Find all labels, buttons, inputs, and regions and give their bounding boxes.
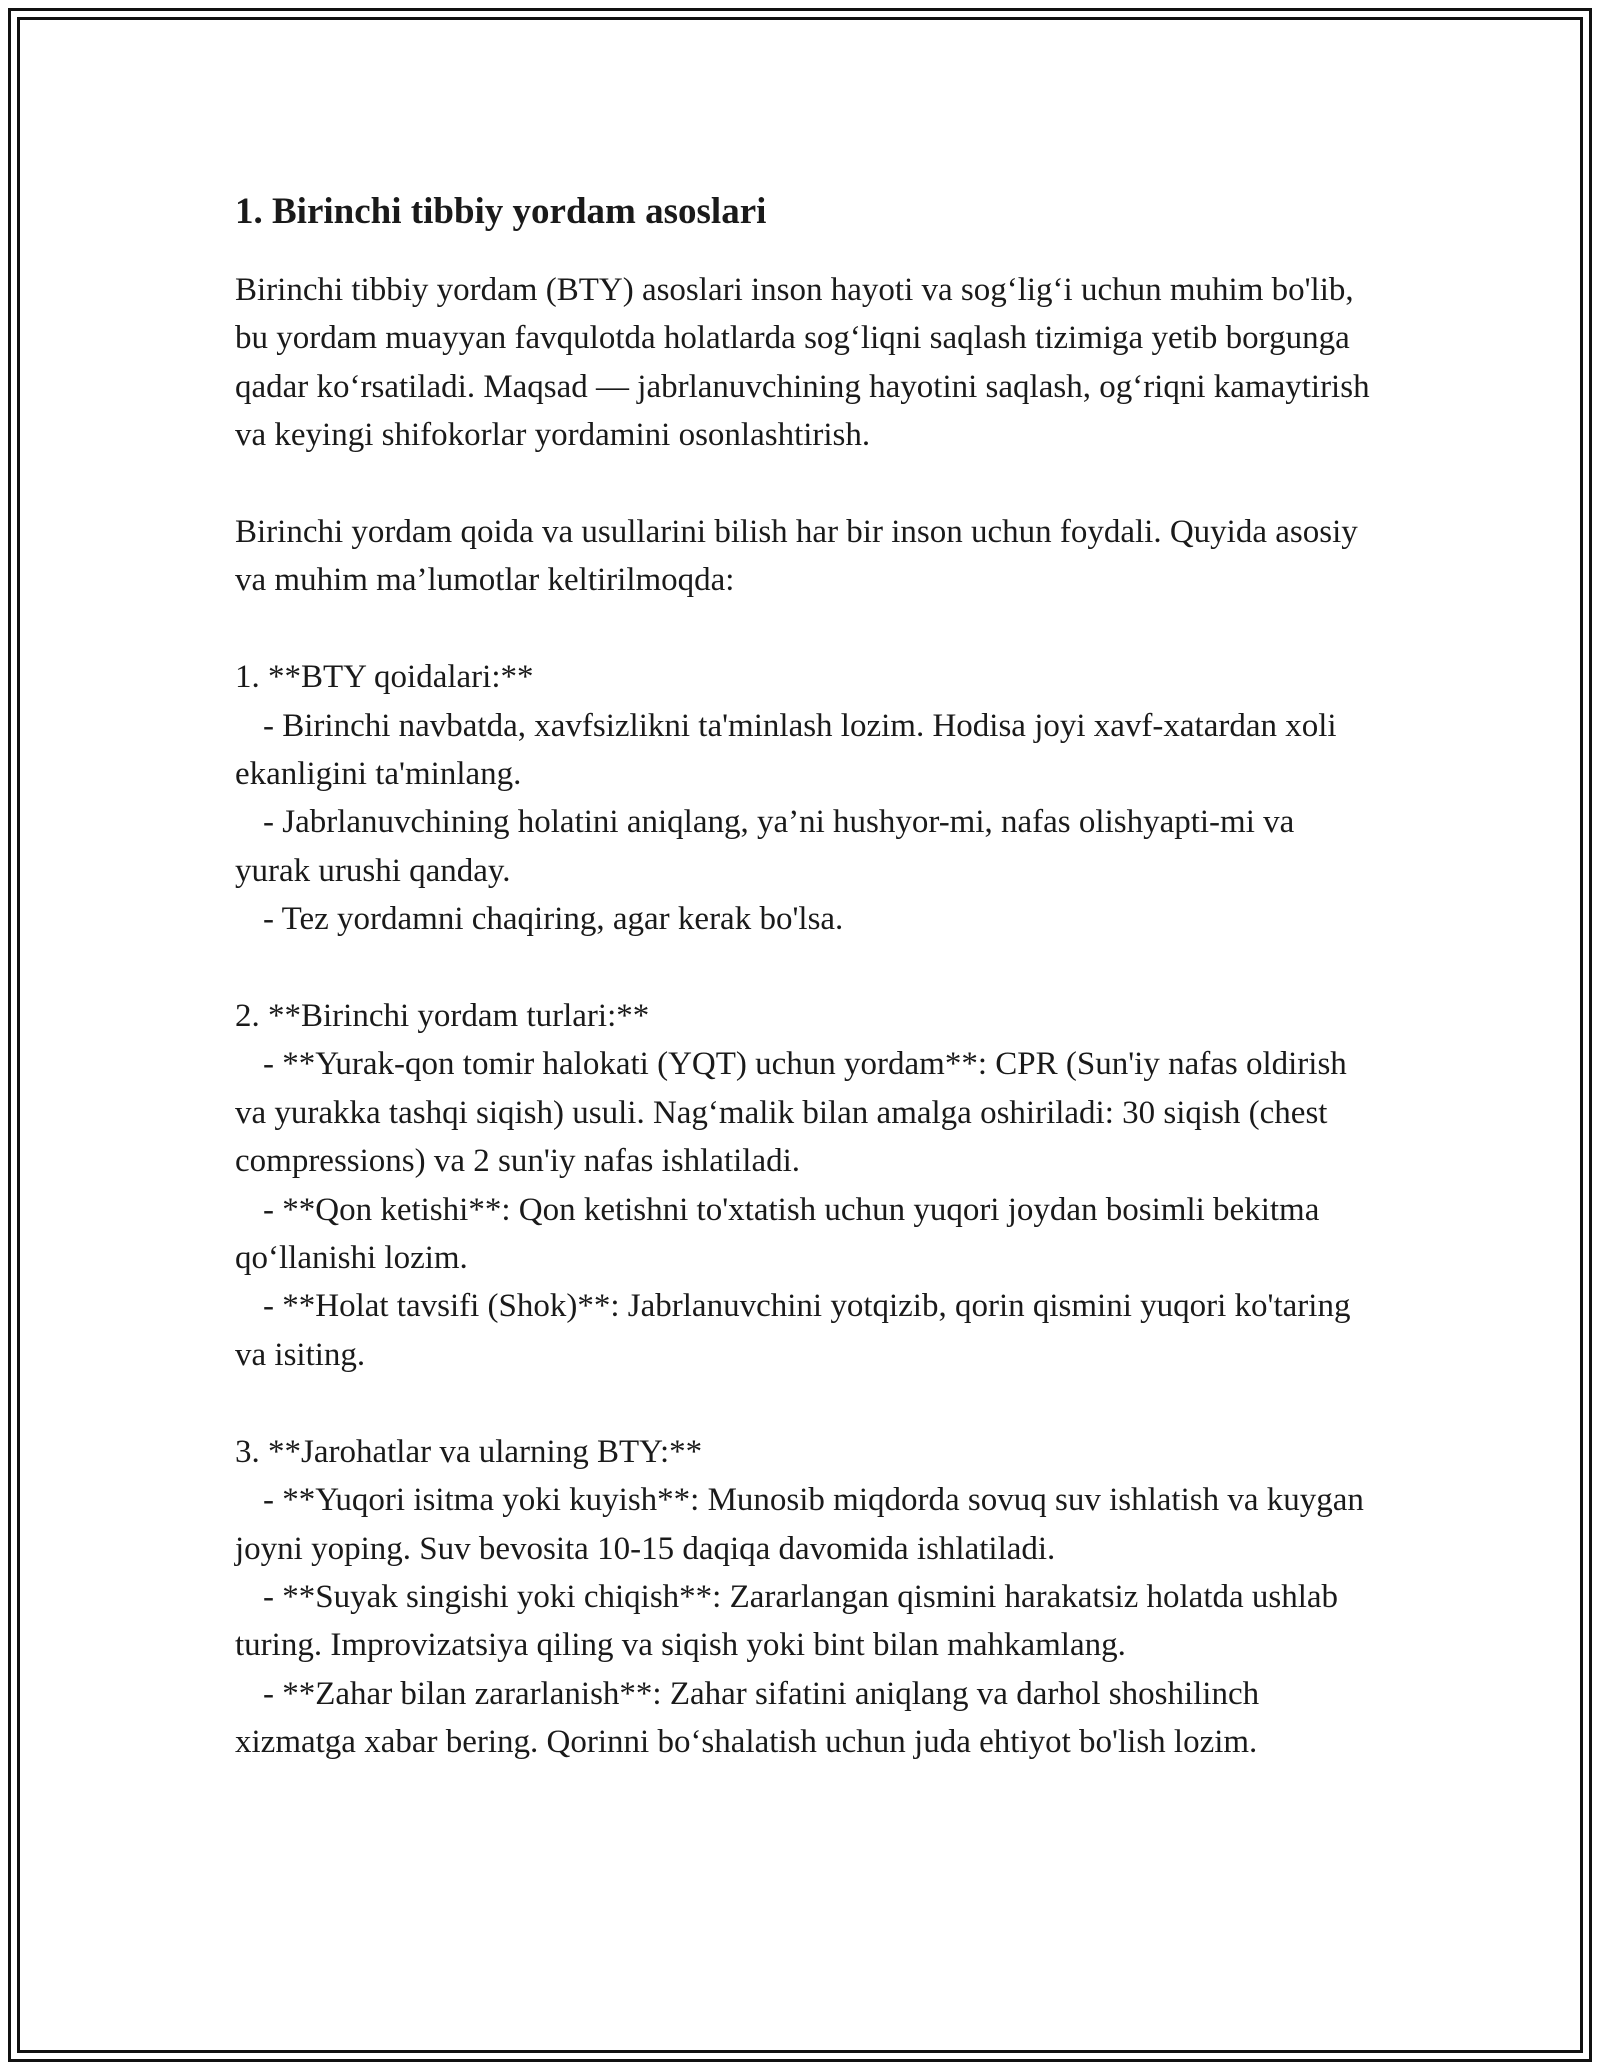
intro-paragraph-1: Birinchi tibbiy yordam (BTY) asoslari inson hayoti va sog‘lig‘i uchun muhim bo'lib, bu yordam muayyan favqulotda holatlarda sog‘liqni saqlash tizimiga yetib borgunga qadar ko‘rsatiladi. Maqsad — jabrlanuvchining hayotini saqlash, og‘riqni kamaytirish va keyingi shifokorlar yordamini osonlashtirish. — [235, 272, 1378, 454]
paragraph-gap — [235, 605, 1375, 653]
list-injuries — [235, 1428, 1375, 1767]
list-types — [235, 992, 1375, 1379]
list-item: - **Yurak-qon tomir halokati (YQT) uchun yordam**: CPR (Sun'iy nafas oldirish va yurakka tashqi siqish) usuli. Nag‘malik bilan amalga oshiriladi: 30 siqish (chest compressions) va 2 sun'iy nafas ishlatiladi. — [235, 1046, 1347, 1180]
list-item: - **Zahar bilan zararlanish**: Zahar sifatini aniqlang va darhol shoshilinch xizmatga xabar bering. Qorinni bo‘shalatish uchun juda ehtiyot bo'lish lozim. — [235, 1675, 1260, 1761]
intro-paragraph-2: Birinchi yordam qoida va usullarini bilish har bir inson uchun foydali. Quyida asosiy va muhim ma’lumotlar keltirilmoqda: — [235, 514, 1366, 599]
list-item: - Birinchi navbatda, xavfsizlikni ta'minlash lozim. Hodisa joyi xavf-xatardan xoli ekanligini ta'minlang. — [235, 707, 1337, 793]
list-item: - **Holat tavsifi (Shok)**: Jabrlanuvchini yotqizib, qorin qismini yuqori ko'taring va isiting. — [235, 1288, 1351, 1373]
list-heading-types: 2. **Birinchi yordam turlari:** — [235, 998, 650, 1035]
paragraph-gap — [235, 460, 1375, 508]
document-body — [235, 188, 1378, 1767]
list-item: - **Yuqori isitma yoki kuyish**: Munosib miqdorda sovuq suv ishlatish va kuygan joyni yoping. Suv bevosita 10-15 daqiqa davomida ishlatiladi. — [235, 1482, 1364, 1567]
list-rules — [235, 653, 1375, 943]
list-heading-rules: 1. **BTY qoidalari:** — [235, 659, 534, 696]
paragraph-gap — [235, 1379, 1375, 1427]
list-item: - **Suyak singishi yoki chiqish**: Zararlangan qismini harakatsiz holatda ushlab turing. Improvizatsiya qiling va siqish yoki bint bilan mahkamlang. — [235, 1578, 1339, 1664]
section-title: 1. Birinchi tibbiy yordam asoslari — [235, 191, 767, 232]
list-item: - Jabrlanuvchining holatini aniqlang, ya’ni hushyor-mi, nafas olishyapti-mi va yurak urushi qanday. — [235, 804, 1295, 889]
list-item: - **Qon ketishi**: Qon ketishni to'xtatish uchun yuqori joydan bosimli bekitma qo‘llanishi lozim. — [235, 1191, 1320, 1277]
paragraph-gap — [235, 944, 1375, 992]
list-heading-injuries: 3. **Jarohatlar va ularning BTY:** — [235, 1433, 703, 1470]
list-item: - Tez yordamni chaqiring, agar kerak bo'lsa. — [263, 901, 844, 938]
